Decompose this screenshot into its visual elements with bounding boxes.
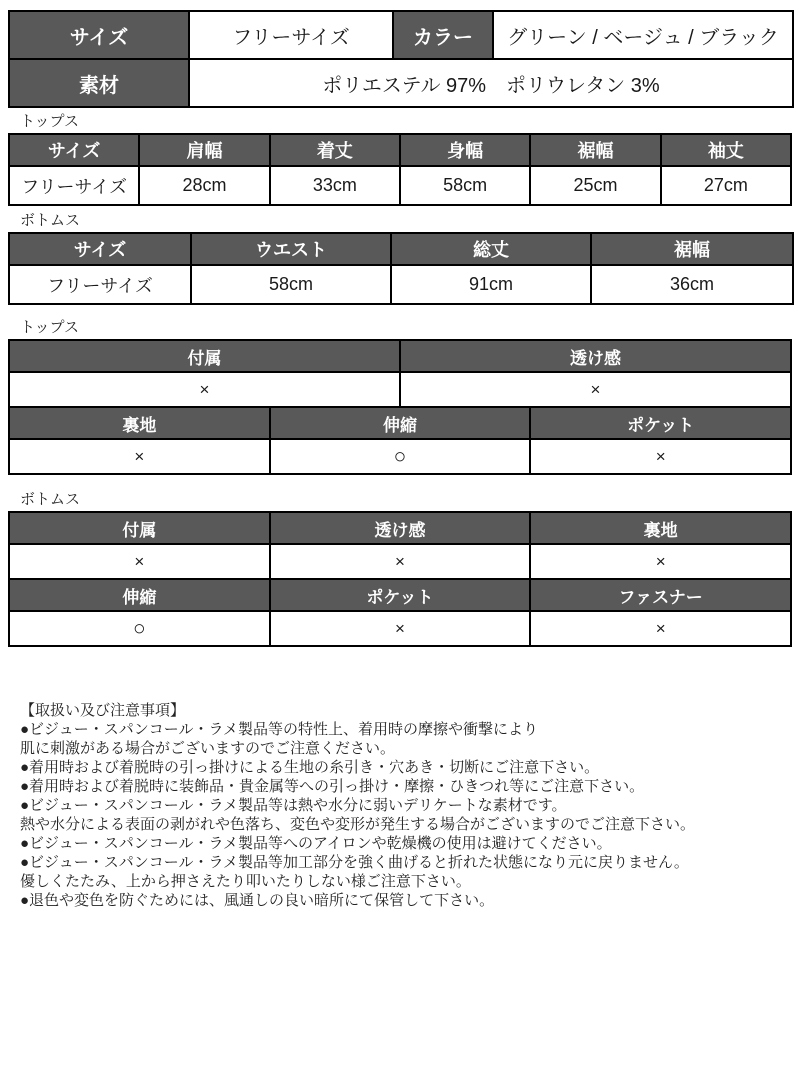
care-note-line: ●ビジュー・スパンコール・ラメ製品等は熱や水分に弱いデリケートな素材です。 xyxy=(20,797,567,814)
tops-feat-value-stretch: ○ xyxy=(270,439,531,474)
bottoms-feat-value-lining: × xyxy=(530,544,791,579)
section-label-tops-measurements: トップス xyxy=(20,113,79,130)
bottoms-feat-header-lining: 裏地 xyxy=(530,512,791,544)
tops-meas-header-shoulder: 肩幅 xyxy=(139,134,269,166)
tops-meas-value-shoulder: 28cm xyxy=(139,166,269,205)
care-note-line: 肌に刺激がある場合がございますのでご注意ください。 xyxy=(20,740,396,757)
tops-meas-header-hem: 裾幅 xyxy=(530,134,660,166)
care-notes-section xyxy=(20,701,792,910)
tops-feat-header-stretch: 伸縮 xyxy=(270,407,531,439)
care-note-line: ●着用時および着脱時に装飾品・貴金属等への引っ掛け・摩擦・ひきつれ等にご注意下さい。 xyxy=(20,778,645,795)
bottoms-feat-header-zipper: ファスナー xyxy=(530,579,791,611)
tops-meas-header-length: 着丈 xyxy=(270,134,400,166)
tops-meas-value-width: 58cm xyxy=(400,166,530,205)
bottoms-meas-header-hem: 裾幅 xyxy=(591,233,793,265)
bottoms-features-table xyxy=(8,511,792,647)
bottoms-meas-value-hem: 36cm xyxy=(591,265,793,304)
tops-feat-header-lining: 裏地 xyxy=(9,407,270,439)
spec-table xyxy=(8,10,794,108)
tops-feat-value-sheerness: × xyxy=(400,372,791,407)
tops-meas-header-sleeve: 袖丈 xyxy=(661,134,791,166)
section-label-bottoms-features: ボトムス xyxy=(20,491,81,508)
tops-measurements-table xyxy=(8,133,792,206)
bottoms-meas-header-size: サイズ xyxy=(9,233,191,265)
care-notes-title: 【取扱い及び注意事項】 xyxy=(20,702,186,719)
bottoms-feat-value-sheerness: × xyxy=(270,544,531,579)
care-note-line: ●退色や変色を防ぐためには、風通しの良い暗所にて保管して下さい。 xyxy=(20,892,495,909)
size-header-cell: サイズ xyxy=(9,11,189,59)
section-label-tops-features: トップス xyxy=(20,319,79,336)
tops-meas-value-hem: 25cm xyxy=(530,166,660,205)
tops-feat-value-pocket: × xyxy=(530,439,791,474)
bottoms-meas-header-waist: ウエスト xyxy=(191,233,391,265)
tops-meas-value-length: 33cm xyxy=(270,166,400,205)
care-note-line: ●ビジュー・スパンコール・ラメ製品等加工部分を強く曲げると折れた状態になり元に戻りません。 xyxy=(20,854,689,871)
tops-meas-header-width: 身幅 xyxy=(400,134,530,166)
care-note-line: ●ビジュー・スパンコール・ラメ製品等へのアイロンや乾燥機の使用は避けてください。 xyxy=(20,835,612,852)
bottoms-measurements-table xyxy=(8,232,794,305)
bottoms-feat-value-accessory: × xyxy=(9,544,270,579)
tops-feat-value-lining: × xyxy=(9,439,270,474)
material-value-cell: ポリエステル 97% ポリウレタン 3% xyxy=(189,59,793,107)
tops-meas-value-size: フリーサイズ xyxy=(9,166,139,205)
tops-feat-header-pocket: ポケット xyxy=(530,407,791,439)
bottoms-meas-value-total-length: 91cm xyxy=(391,265,591,304)
bottoms-feat-header-stretch: 伸縮 xyxy=(9,579,270,611)
section-label-bottoms-measurements: ボトムス xyxy=(20,212,81,229)
tops-feat-header-sheerness: 透け感 xyxy=(400,340,791,372)
bottoms-feat-value-stretch: ○ xyxy=(9,611,270,646)
bottoms-meas-header-total-length: 総丈 xyxy=(391,233,591,265)
bottoms-feat-header-pocket: ポケット xyxy=(270,579,531,611)
tops-meas-value-sleeve: 27cm xyxy=(661,166,791,205)
bottoms-feat-value-pocket: × xyxy=(270,611,531,646)
bottoms-meas-value-size: フリーサイズ xyxy=(9,265,191,304)
tops-feat-value-accessory: × xyxy=(9,372,400,407)
color-header-cell: カラー xyxy=(393,11,493,59)
size-value-cell: フリーサイズ xyxy=(189,11,393,59)
tops-meas-header-size: サイズ xyxy=(9,134,139,166)
material-header-cell: 素材 xyxy=(9,59,189,107)
care-note-line: 熱や水分による表面の剥がれや色落ち、変色や変形が発生する場合がございますのでご注意下さい。 xyxy=(20,816,696,833)
bottoms-feat-header-sheerness: 透け感 xyxy=(270,512,531,544)
bottoms-meas-value-waist: 58cm xyxy=(191,265,391,304)
tops-features-table xyxy=(8,339,792,475)
tops-feat-header-accessory: 付属 xyxy=(9,340,400,372)
bottoms-feat-value-zipper: × xyxy=(530,611,791,646)
care-note-line: ●ビジュー・スパンコール・ラメ製品等の特性上、着用時の摩擦や衝撃により xyxy=(20,721,539,738)
bottoms-feat-header-accessory: 付属 xyxy=(9,512,270,544)
care-note-line: ●着用時および着脱時の引っ掛けによる生地の糸引き・穴あき・切断にご注意下さい。 xyxy=(20,759,600,776)
color-value-cell: グリーン / ベージュ / ブラック xyxy=(493,11,793,59)
care-note-line: 優しくたたみ、上から押さえたり叩いたりしない様ご注意下さい。 xyxy=(20,873,471,890)
